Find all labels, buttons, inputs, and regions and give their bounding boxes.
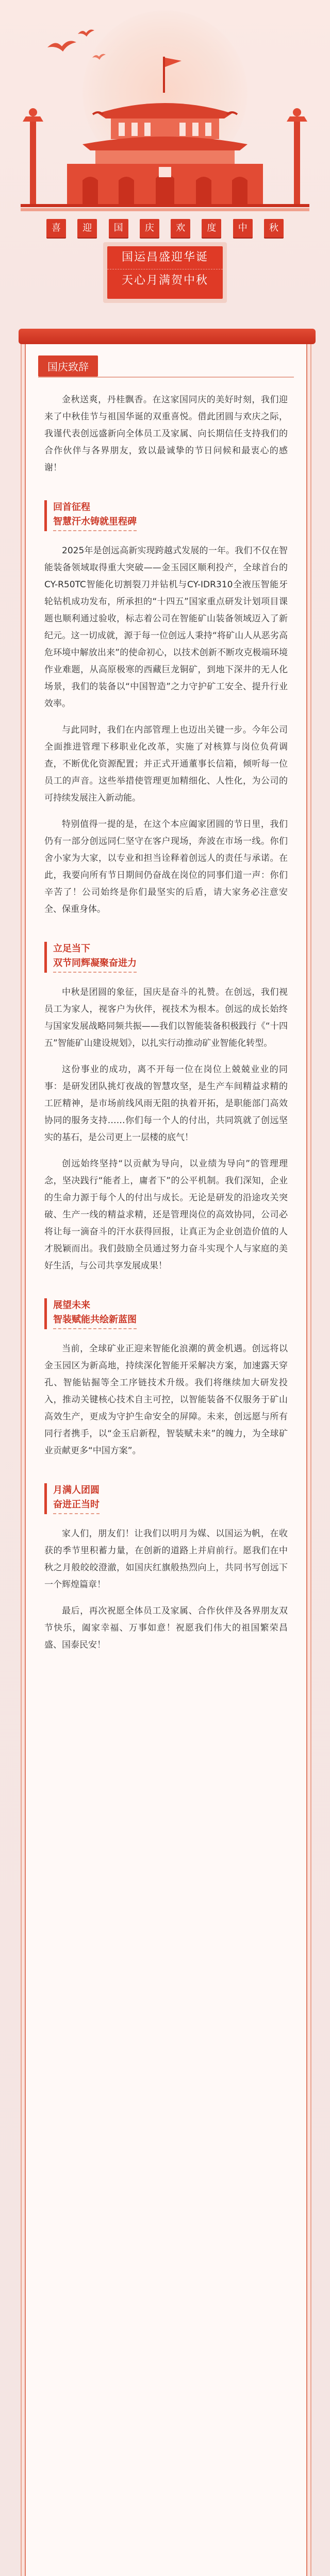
banner-char: 国	[109, 219, 128, 238]
paragraph: 最后，再次祝愿全体员工及家属、合作伙伴及各界朋友双节快乐，阖家幸福、万事如意！祝愿我们伟大的祖国繁荣昌盛、国泰民安！	[44, 1606, 288, 1650]
section-title: 回首征程	[53, 502, 90, 513]
paragraph: 当前，全球矿业正迎来智能化浪潮的黄金机遇。创远将以金玉园区为新高地，持续深化智能开采解决方案，加速露天穿孔、智能钻掘等全工序链技术升级。我们将继续加大研发投入，推动关键核心技术自主可控，以智能装备不仅服务于矿山高效生产，更成为守护生命安全的屏障。未来，创远愿与所有同行者携手，以“金玉启新程，智装赋未来”的魄力，为全球矿业贡献更多“中国方案”。	[44, 1344, 288, 1456]
section-heading	[44, 500, 288, 531]
paragraph: 与此同时，我们在内部管理上也迈出关键一步。今年公司全面推进管理下移职业化改革，实施了对核算与岗位负荷调查，不断优化资源配置；并正式开通董事长信箱，倾听每一位员工的声音。这些举措使管理更加精细化、人性化，为公司的可持续发展注入新动能。	[44, 725, 288, 803]
section-title: 展望未来	[53, 1300, 90, 1311]
section-heading	[44, 1298, 288, 1329]
section-heading	[44, 1483, 288, 1514]
bird-icon	[46, 36, 77, 57]
section-subtitle: 智慧汗水铸就里程碑	[53, 515, 137, 531]
festival-banner	[46, 219, 284, 238]
banner-char: 迎	[77, 219, 97, 238]
tagline-line-1: 国运昌盛迎华诞	[107, 246, 223, 269]
tiananmen-illustration	[21, 57, 309, 211]
section-subtitle: 智装赋能共绘新蓝图	[53, 1313, 137, 1329]
hero-illustration	[0, 0, 330, 289]
banner-char: 秋	[264, 219, 284, 238]
letter-content	[44, 392, 288, 1663]
paragraph: 家人们，朋友们！让我们以明月为媒、以国运为帆，在收获的季节里积蓄力量，在创新的道路上并肩前行。愿我们在中秋之月般皎皎澄澈，如国庆红旗般热烈向上，共同书写创远下一个辉煌篇章！	[44, 1529, 288, 1590]
tagline-line-2: 天心月满贺中秋	[121, 274, 208, 287]
scroll-top-bar	[19, 329, 316, 344]
tagline-box	[103, 242, 227, 303]
section-title: 月满人团圆	[53, 1485, 100, 1496]
section-title: 立足当下	[53, 943, 90, 954]
paragraph: 这份事业的成功，离不开每一位在岗位上兢兢业业的同事：是研发团队挑灯夜战的智慧攻坚，是生产车间精益求精的工匠精神，是市场前线风雨无阻的执着开拓，是职能部门高效协同的服务支持……你们每一个人的付出，共同筑就了创远坚实的基石，是公司更上一层楼的底气！	[44, 1064, 288, 1143]
banner-char: 欢	[171, 219, 190, 238]
section-subtitle: 双节同辉凝聚奋进力	[53, 956, 137, 973]
banner-char: 喜	[46, 219, 66, 238]
bird-icon	[77, 27, 95, 39]
greeting-letter	[25, 335, 307, 2576]
paragraph: 2025年是创远高新实现跨越式发展的一年。我们不仅在智能装备领域取得重大突破——金玉园区顺利投产，全球首台的CY-R50TC智能化切割裂刀并钻机与CY-IDR310全液压智能牙轮钻机成功发布，所承担的“十四五”国家重点研发计划项目课题也顺利通过验收，标志着公司在智能矿山装备领域迈入了新纪元。这一切成就，源于每一位创远人秉持“将矿山人从恶劣高危环境中解放出来”的使命初心，以技术创新不断攻克极端环境作业难题，从高原极寒的西藏巨龙铜矿，到地下深井的无人化场景，我们的装备以“中国智造”之力守护矿工安全、提升行业效率。	[44, 546, 288, 709]
banner-char: 中	[233, 219, 253, 238]
section-subtitle: 奋进正当时	[53, 1498, 100, 1514]
paragraph: 金秋送爽，丹桂飘香。在这家国同庆的美好时刻，我们迎来了中秋佳节与祖国华诞的双重喜悦。借此团圆与欢庆之际，我谨代表创远盛新向全体员工及家属、向长期信任支持我们的合作伙伴与各界朋友，致以最诚挚的节日问候和最衷心的感谢！	[44, 395, 288, 473]
paragraph: 中秋是团圆的象征，国庆是奋斗的礼赞。在创远，我们视员工为家人，视客户为伙伴，视技术为根本。创远的成长始终与国家发展战略同频共振——我们以智能装备积极践行《“十四五”智能矿山建设规划》，以扎实行动推动矿业智能化转型。	[44, 987, 288, 1048]
section-heading	[44, 942, 288, 973]
banner-char: 度	[202, 219, 221, 238]
paragraph: 创远始终坚持“以贡献为导向，以业绩为导向”的管理理念，坚决践行“能者上，庸者下”的公平机制。我们深知，企业的生命力源于每个人的付出与成长。无论是研发的沿途攻关突破、生产一线的精益求精，还是管理岗位的高效协同，公司必将让每一滴奋斗的汗水获得回报，让真正为企业创造价值的人才脱颖而出。我们鼓励全员通过努力奋斗实现个人与家庭的美好生活，与公司共享发展成果！	[44, 1159, 288, 1271]
greeting-tag: 国庆致辞	[38, 355, 98, 377]
banner-char: 庆	[140, 219, 159, 238]
paragraph: 特别值得一提的是，在这个本应阖家团圆的节日里，我们仍有一部分创远同仁坚守在客户现场，奔波在市场一线。你们舍小家为大家，以专业和担当诠释着创远人的责任与承诺。在此，我要向所有节日期间仍奋战在岗位的同事们道一声：你们辛苦了！公司始终是你们最坚实的后盾，请大家务必注意安全、保重身体。	[44, 819, 288, 914]
